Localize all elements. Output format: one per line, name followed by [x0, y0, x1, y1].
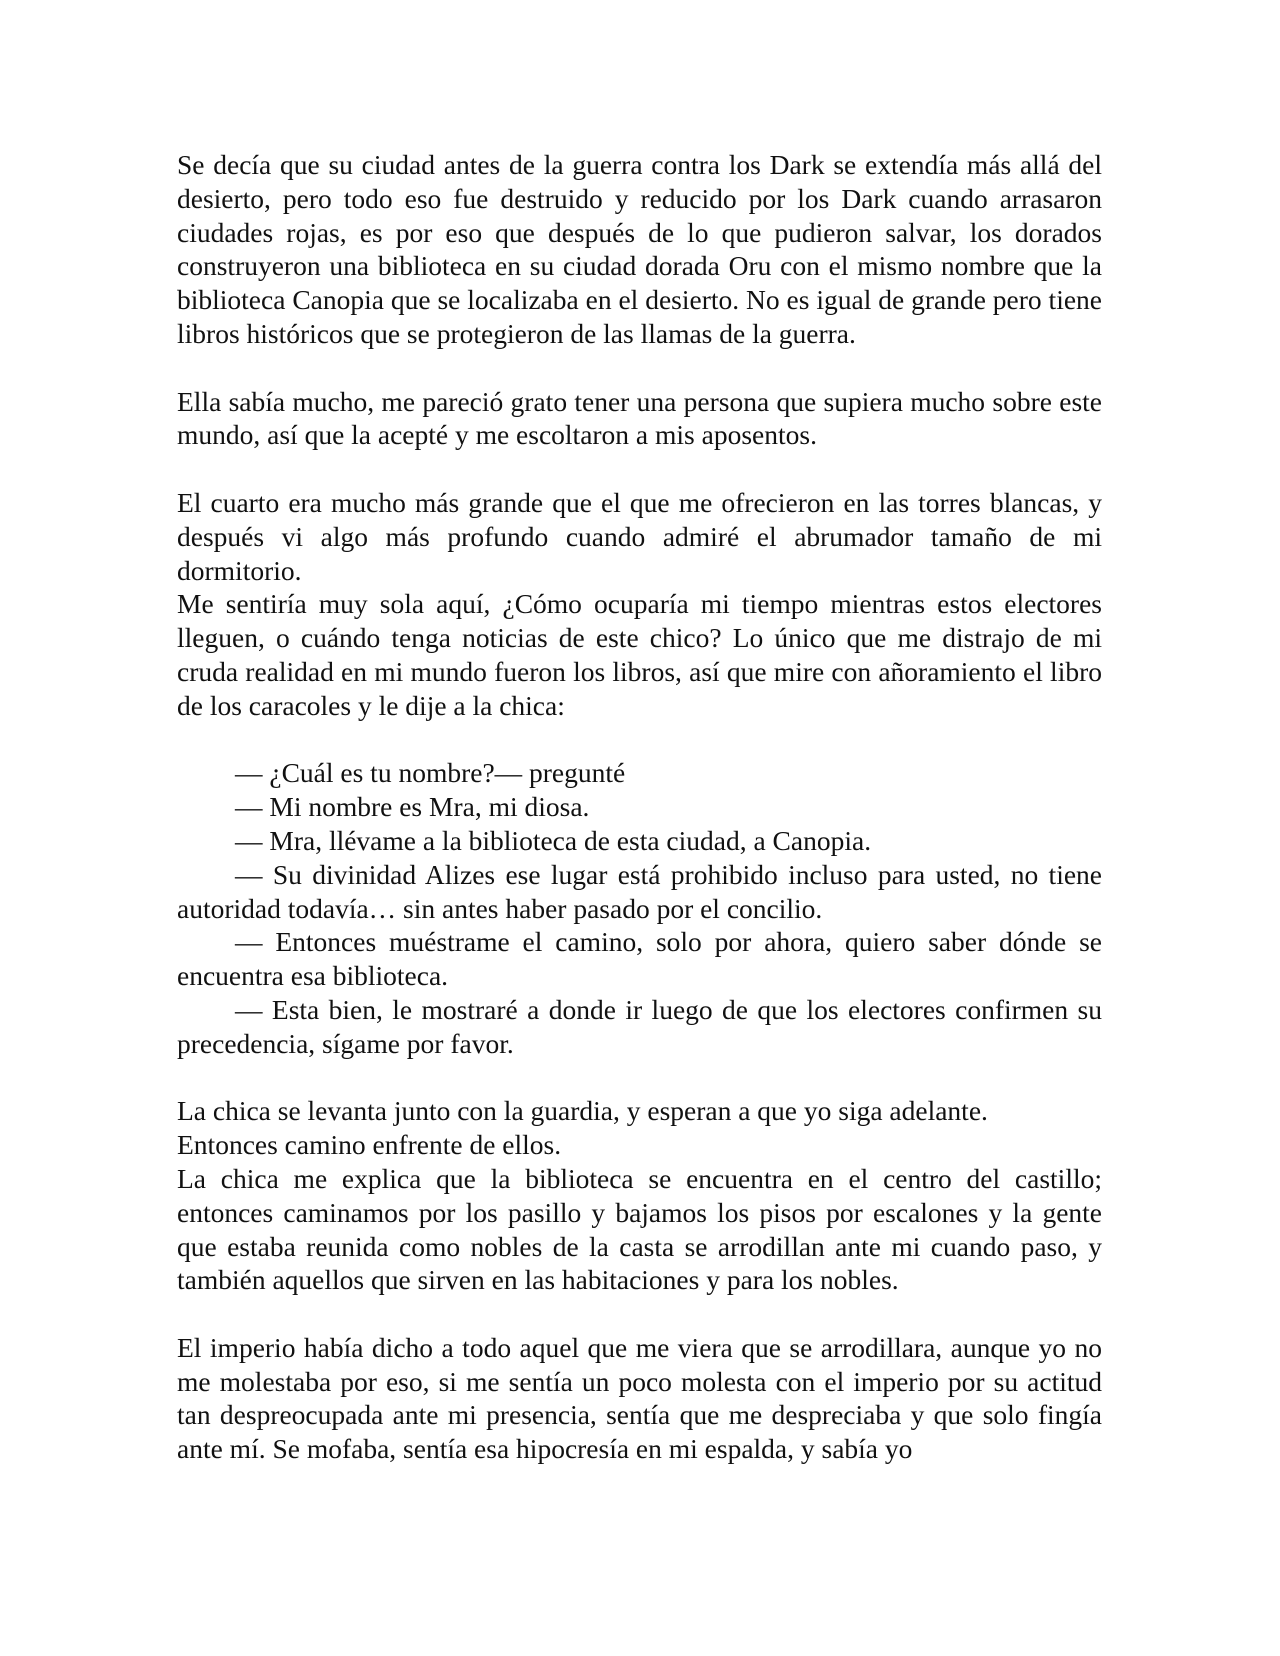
dialogue-line: — Mi nombre es Mra, mi diosa. [235, 791, 590, 823]
paragraph-feeling-alone: Me sentiría muy sola aquí, ¿Cómo ocuparía mi tiempo mientras estos electores lleguen, o cuándo tenga noticias de este chico? Lo único que me distrajo de mi cruda realidad en mi mundo fueron los libros, así que mire con añoramiento el libro de los caracoles y le dije a la chica: [177, 588, 1102, 721]
dialogue-block [177, 756, 1102, 1060]
dialogue-line: — Su divinidad Alizes ese lugar está prohibido incluso para usted, no tiene autoridad todavía… sin antes haber pasado por el concilio. [177, 858, 1102, 924]
dialogue-line: — Mra, llévame a la biblioteca de esta ciudad, a Canopia. [235, 824, 872, 856]
paragraph-empire-kneel: El imperio había dicho a todo aquel que me viera que se arrodillara, aunque yo no me molestaba por eso, si me sentía un poco molesta con el imperio por su actitud tan despreocupada ante mi presencia, sentía que me despreciaba y que solo fingía ante mí. Se mofaba, sentía esa hipocresía en mi espalda, y sabía yo [177, 1331, 1102, 1465]
paragraph-girl-stands: La chica se levanta junto con la guardia, y esperan a que yo siga adelante. [177, 1095, 988, 1127]
paragraph-library-location: La chica me explica que la biblioteca se encuentra en el centro del castillo; entonces caminamos por los pasillo y bajamos los pisos por escalones y la gente que estaba reunida como nobles de la casta se arrodillan ante mi cuando paso, y también aquellos que sirven en las habitaciones y para los nobles. [177, 1162, 1102, 1296]
paragraph-she-knew-much: Ella sabía mucho, me pareció grato tener una persona que supiera mucho sobre este mundo, así que la acepté y me escoltaron a mis aposentos. [177, 385, 1102, 451]
paragraph-city-history: Se decía que su ciudad antes de la guerra contra los Dark se extendía más allá del desierto, pero todo eso fue destruido y reducido por los Dark cuando arrasaron ciudades rojas, es por eso que después de lo que pudieron salvar, los dorados construyeron una biblioteca en su ciudad dorada Oru con el mismo nombre que la biblioteca Canopia que se localizaba en el desierto. No es igual de grande pero tiene libros históricos que se protegieron de las llamas de la guerra. [177, 149, 1102, 349]
dialogue-line: — ¿Cuál es tu nombre?— pregunté [235, 757, 626, 789]
dialogue-line: — Entonces muéstrame el camino, solo por ahora, quiero saber dónde se encuentra esa biblioteca. [177, 926, 1102, 992]
paragraph-walk-ahead: Entonces camino enfrente de ellos. [177, 1129, 562, 1161]
dialogue-line: — Esta bien, le mostraré a donde ir luego de que los electores confirmen su precedencia, sígame por favor. [177, 993, 1102, 1059]
page-text-body [177, 148, 1102, 1466]
paragraph-room-size: El cuarto era mucho más grande que el que me ofrecieron en las torres blancas, y después vi algo más profundo cuando admiré el abrumador tamaño de mi dormitorio. [177, 486, 1102, 586]
